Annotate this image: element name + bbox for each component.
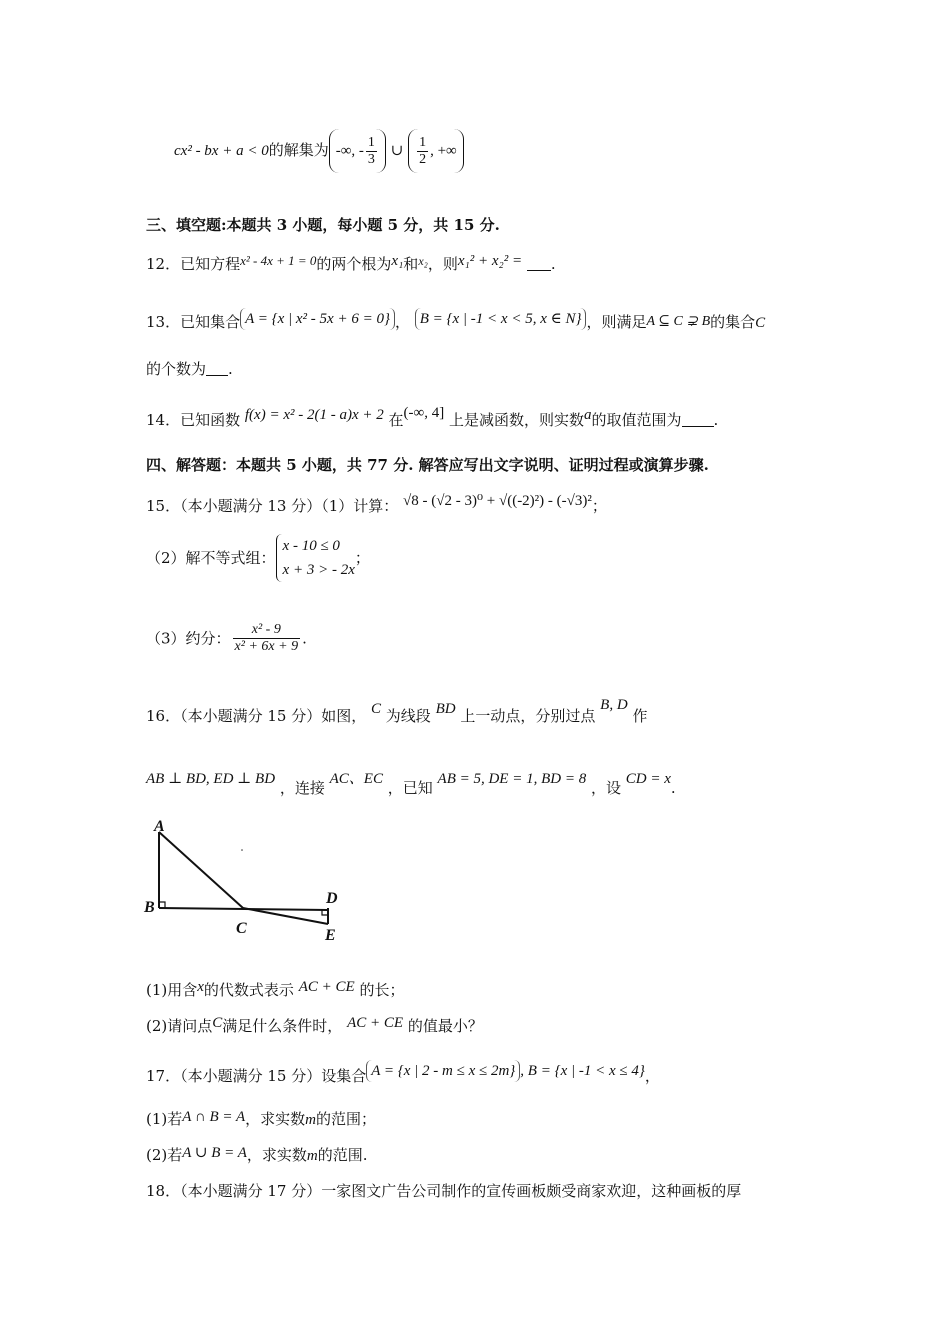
q11-text: 的解集为 bbox=[268, 141, 329, 159]
q17-sub-2: (2)若A ∪ B = A，求实数m的范围. bbox=[146, 1145, 368, 1164]
q17-set-a: A = {x | 2 - m ≤ x ≤ 2m} bbox=[366, 1060, 520, 1082]
q13-answer-blank bbox=[206, 361, 228, 376]
q12-equation: x² - 4x + 1 = 0 bbox=[240, 253, 317, 268]
q14-function: f(x) = x² - 2(1 - a)x + 2 bbox=[244, 407, 384, 423]
q15-expression: √8 - (√2 - 3)⁰ + √((-2)²) - (-√3)² bbox=[403, 493, 592, 509]
q13-relation: A ⊆ C ⊋ B bbox=[646, 314, 711, 329]
q11-frac-1-2: $\frac{1}{2}$ bbox=[419, 135, 427, 168]
q15-line: 15．（本小题满分 13 分）（1）计算： √8 - (√2 - 3)⁰ + √((-2)²) - (-√3)²； bbox=[146, 493, 607, 515]
q16-sub-2: (2)请问点C满足什么条件时， AC + CE 的值最小？ bbox=[146, 1015, 483, 1035]
q16-perpendicular: AB ⊥ BD, ED ⊥ BD bbox=[146, 771, 276, 787]
q17-sub-1: (1)若A ∩ B = A，求实数m的范围； bbox=[146, 1109, 377, 1128]
q12-expression: x₁² + x₂² = bbox=[457, 253, 523, 269]
q18-line: 18．（本小题满分 17 分）一家图文广告公司制作的宣传画板颇受商家欢迎，这种画板的厚 bbox=[146, 1182, 742, 1200]
q11-interval-left: -∞, - $\frac{1}{3}$ bbox=[329, 129, 386, 173]
section-3-heading: 三、填空题:本题共 3 小题，每小题 5 分，共 15 分. bbox=[146, 216, 500, 234]
q16-given: AB = 5, DE = 1, BD = 8 bbox=[437, 771, 587, 787]
fig-label-b: B bbox=[144, 899, 155, 916]
q12-answer-blank bbox=[527, 256, 551, 271]
q14-line: 14．已知函数 f(x) = x² - 2(1 - a)x + 2 在(-∞, 4] 上是减函数，则实数a的取值范围为 . bbox=[146, 405, 719, 429]
q13-line: 13．已知集合 A = {x | x² - 5x + 6 = 0} ， B = {x | -1 < x < 5, x ∈ N} ，则满足A ⊆ C ⊋ B的集合C bbox=[146, 308, 810, 334]
q11-inequality: cx² - bx + a < 0 bbox=[174, 143, 269, 159]
fig-label-c: C bbox=[236, 920, 247, 937]
q17-set-b: , B = {x | -1 < x ≤ 4} bbox=[520, 1063, 645, 1079]
q15-fraction: $\frac{\text{x² - 9}}{\text{x² + 6x + 9}}$ bbox=[234, 622, 299, 654]
q16-line-2: AB ⊥ BD, ED ⊥ BD ，连接 AC、EC ，已知 AB = 5, DE = 1, BD = 8 ，设 CD = x. bbox=[146, 771, 676, 797]
q16-line: 16．（本小题满分 15 分）如图， C 为线段 BD 上一动点，分别过点 B, D 作 bbox=[146, 697, 648, 725]
q14-answer-blank bbox=[682, 412, 714, 427]
q13-set-b: B = {x | -1 < x < 5, x ∈ N} bbox=[415, 308, 587, 330]
q11-interval-right: $\frac{1}{2}$ , +∞ bbox=[408, 129, 464, 173]
q15-part3: （3）约分： $\frac{\text{x² - 9}}{\text{x² + 6x + 9}}$ . bbox=[146, 622, 307, 654]
fig-label-d: D bbox=[326, 890, 338, 907]
q11-frac-1-3: $\frac{1}{3}$ bbox=[367, 135, 375, 168]
q15-part2: （2）解不等式组： x - 10 ≤ 0 x + 3 > - 2x ； bbox=[146, 534, 810, 588]
fig-label-a: A bbox=[154, 818, 165, 835]
q16-figure bbox=[138, 812, 358, 952]
q17-line: 17．（本小题满分 15 分）设集合 A = {x | 2 - m ≤ x ≤ 2m} , B = {x | -1 < x ≤ 4}， bbox=[146, 1060, 810, 1087]
q11-solution-line bbox=[174, 128, 810, 172]
fig-label-e: E bbox=[325, 927, 336, 944]
q15-inequality-system: x - 10 ≤ 0 x + 3 > - 2x bbox=[276, 534, 355, 582]
q13-set-a: A = {x | x² - 5x + 6 = 0} bbox=[240, 308, 395, 330]
q14-interval: (-∞, 4] bbox=[403, 405, 445, 421]
q13-line-2: 的个数为 . bbox=[146, 360, 233, 378]
q12-line: 12．已知方程x² - 4x + 1 = 0的两个根为x₁和$^{x_2}$，则x₁² + x₂² = . bbox=[146, 253, 556, 273]
q16-let: CD = x bbox=[625, 771, 671, 787]
q16-sub-1: (1)用含x的代数式表示 AC + CE 的长； bbox=[146, 979, 405, 999]
section-4-heading: 四、解答题：本题共 5 小题，共 77 分. 解答应写出文字说明、证明过程或演算步骤. bbox=[146, 456, 709, 474]
q11-union: ∪ bbox=[390, 143, 404, 159]
